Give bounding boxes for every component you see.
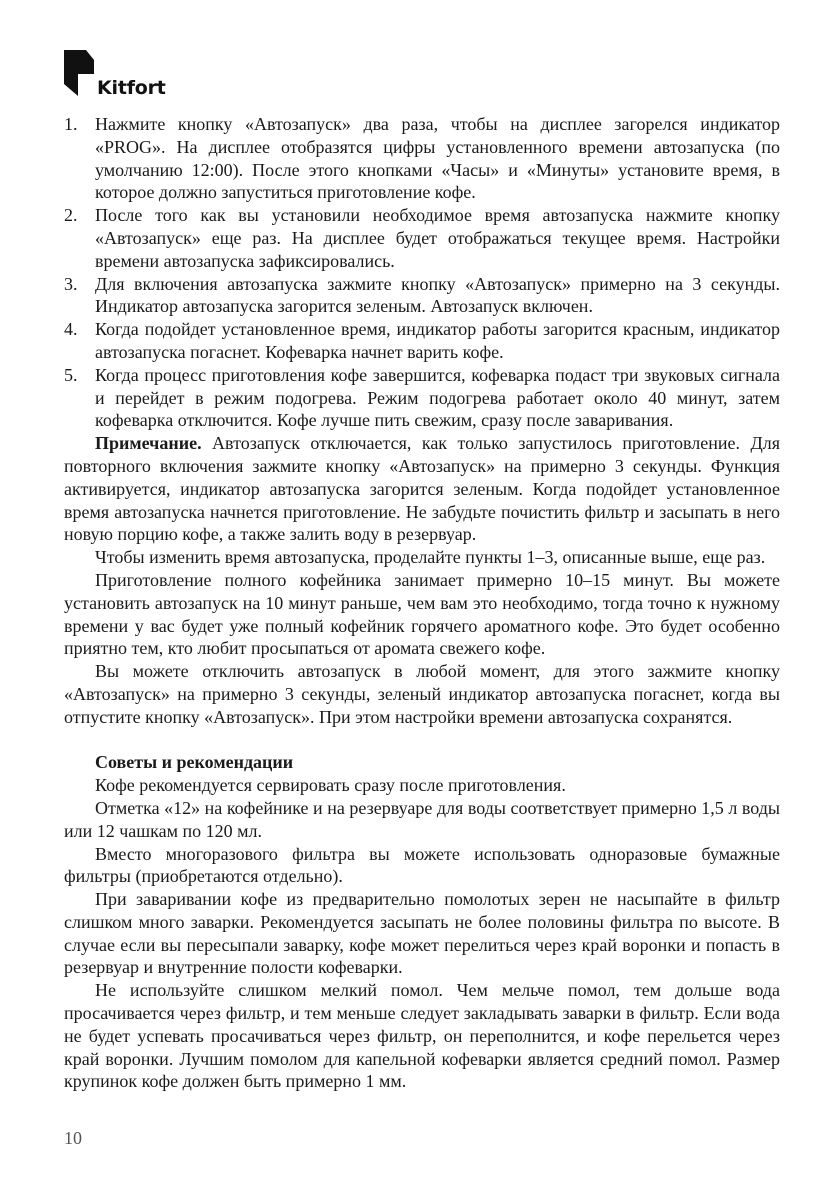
tips-paragraph: Отметка «12» на кофейнике и на резервуаре для воды соответствует примерно 1,5 л воды или 12 чашкам по 120 мл. <box>64 797 780 841</box>
page-content <box>64 113 780 1093</box>
page-number: 10 <box>64 1128 82 1148</box>
step-text: Когда подойдет установленное время, индикатор работы загорится красным, индикатор автозапуска погаснет. Кофеварка начнет варить кофе. <box>95 319 780 362</box>
list-item <box>64 113 780 204</box>
tips-paragraph: Вместо многоразового фильтра вы можете использовать одноразовые бумажные фильтры (приобретаются отдельно). <box>64 843 780 887</box>
step-number: 5. <box>64 364 78 385</box>
note-text: Автозапуск отключается, как только запустилось приготовление. Для повторного включения зажмите кнопку «Автозапуск» на примерно 3 секунды. Функция активируется, индикатор автозапуска загорится зеленым. Когда подойдет установленное время автозапуска начнется приготовление. Не забудьте почистить фильтр и засыпать в него новую порцию кофе, а также залить воду в резервуар. <box>64 433 780 545</box>
note-paragraph <box>64 432 780 546</box>
steps-list <box>64 113 780 432</box>
body-paragraph: Вы можете отключить автозапуск в любой момент, для этого зажмите кнопку «Автозапуск» на примерно 3 секунды, зеленый индикатор автозапуска погаснет, когда вы отпустите кнопку «Автозапуск». При этом настройки времени автозапуска сохранятся. <box>64 661 780 727</box>
step-number: 3. <box>64 273 78 294</box>
step-text: Для включения автозапуска зажмите кнопку «Автозапуск» примерно на 3 секунды. Индикатор автозапуска загорится зеленым. Автозапуск включен. <box>95 273 780 317</box>
step-text: Когда процесс приготовления кофе завершится, кофеварка подаст три звуковых сигнала и перейдет в режим подогрева. Режим подогрева работает около 40 минут, затем кофеварка отключится. Кофе лучше пить свежим, сразу после заваривания. <box>95 364 780 431</box>
list-item <box>64 204 780 272</box>
tips-paragraph: При заваривании кофе из предварительно помолотых зерен не насыпайте в фильтр слишком много заварки. Рекомендуется засыпать не более половины фильтра по высоте. В случае если вы пересыпали заварку, кофе может перелиться через край воронки и попасть в резервуар и внутренние полости кофеварки. <box>64 889 780 978</box>
brand-name: Kitfort <box>97 77 166 99</box>
list-item <box>64 273 780 319</box>
body-paragraph: Приготовление полного кофейника занимает примерно 10–15 минут. Вы можете установить автозапуск на 10 минут раньше, чем вам это необходимо, тогда точно к нужному времени у вас будет уже полный кофейник горячего ароматного кофе. Это будет особенно приятно тем, кто любит просыпаться от аромата свежего кофе. <box>64 569 780 659</box>
list-item <box>64 318 780 364</box>
note-label: Примечание. <box>95 433 202 454</box>
step-text: Нажмите кнопку «Автозапуск» два раза, чтобы на дисплее загорелся индикатор «PROG». На дисплее отобразятся цифры установленного времени автозапуска (по умолчанию 12:00). После этого кнопками «Часы» и «Минуты» установите время, в которое должно запуститься приготовление кофе. <box>95 114 780 203</box>
tips-heading: Советы и рекомендации <box>95 752 294 773</box>
brand-logo <box>64 50 184 100</box>
kitfort-logo-icon <box>64 50 94 98</box>
step-number: 1. <box>64 114 78 134</box>
body-paragraph: Чтобы изменить время автозапуска, проделайте пункты 1–3, описанные выше, еще раз. <box>95 547 766 568</box>
tips-paragraph: Кофе рекомендуется сервировать сразу после приготовления. <box>95 775 566 796</box>
tips-paragraph: Не используйте слишком мелкий помол. Чем мельче помол, тем дольше вода просачивается через фильтр, и тем меньше следует закладывать заварки в фильтр. Если вода не будет успевать просачиваться через фильтр, он переполнится, и кофе перельется через край воронки. Лучшим помолом для капельной кофеварки является средний помол. Размер крупинок кофе должен быть примерно 1 мм. <box>64 980 780 1092</box>
step-text: После того как вы установили необходимое время автозапуска нажмите кнопку «Автозапуск» еще раз. На дисплее будет отображаться текущее время. Настройки времени автозапуска зафиксировались. <box>95 205 780 271</box>
step-number: 2. <box>64 205 78 226</box>
step-number: 4. <box>64 319 78 340</box>
list-item <box>64 364 780 432</box>
